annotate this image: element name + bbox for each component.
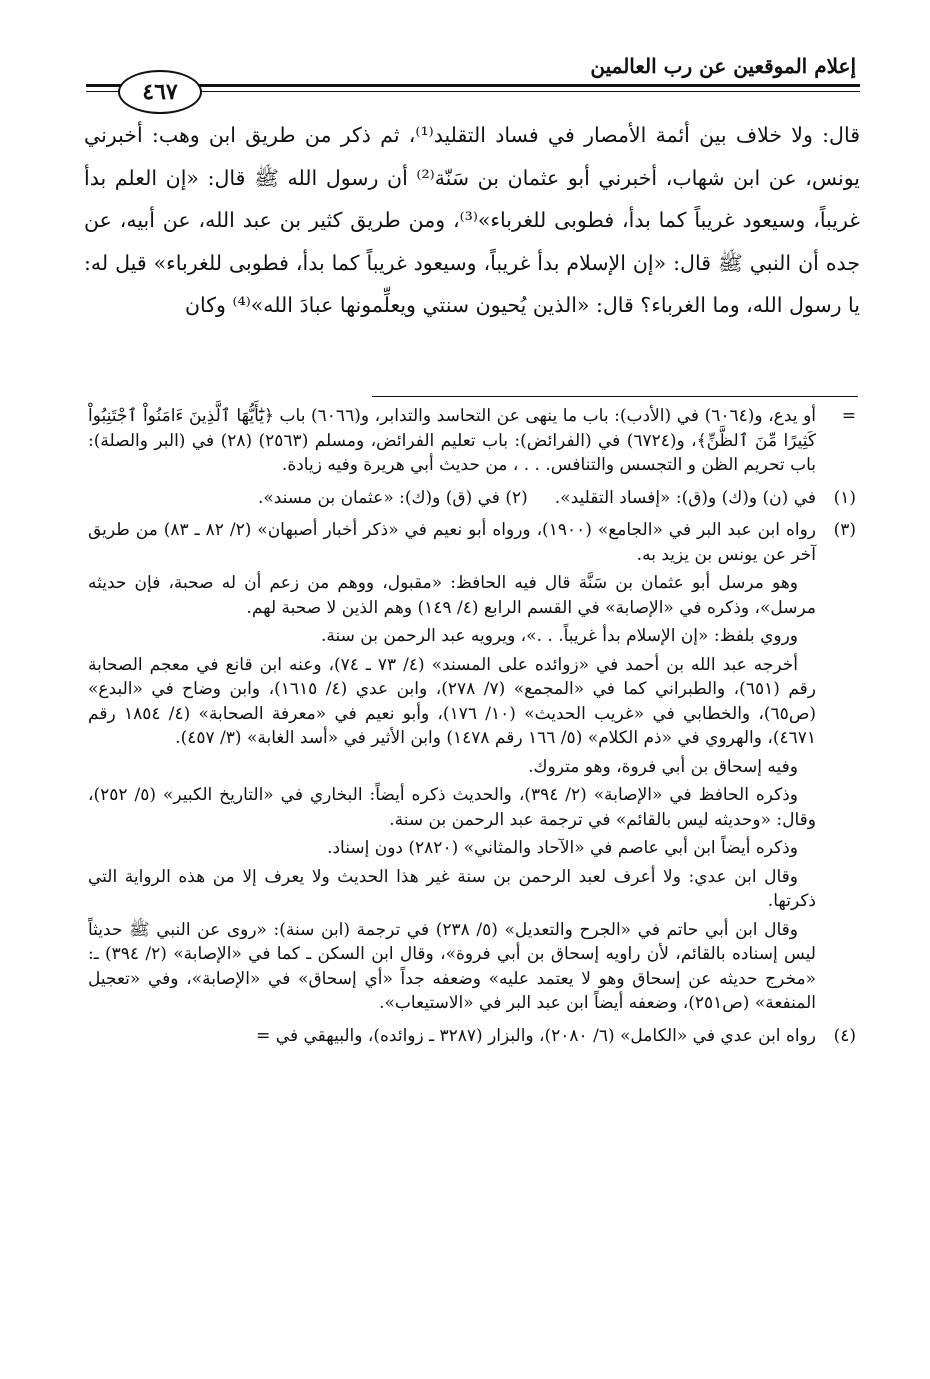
footnote-3-paragraph: رواه ابن عبد البر في «الجامع» (١٩٠٠)، ورواه أبو نعيم في «ذكر أخبار أصبهان» (٢/ ٨٢ ـ ٨٣) من طريق آخر عن يونس بن يزيد به. [88, 520, 816, 565]
footnote-3-paragraph: وذكره الحافظ في «الإصابة» (٢/ ٣٩٤)، والحديث ذكره أيضاً: البخاري في «التاريخ الكبير» (٥/ ٢٥٢)، وقال: «وحديثه ليس بالقائم» في ترجمة عبد الرحمن بن سنة. [88, 785, 816, 830]
footnote-marker: (٣) [833, 520, 856, 540]
main-paragraph: قال: ولا خلاف بين أئمة الأمصار في فساد التقليد⁽¹⁾، ثم ذكر من طريق ابن وهب: أخبرني يونس، عن ابن شهاب، أخبرني أبو عثمان بن سَنّة⁽²⁾ أن رسول الله ﷺ قال: «إن العلم بدأ غريباً، وسيعود غريباً كما بدأ، فطوبى للغرباء»⁽³⁾، ومن طريق كثير بن عبد الله، عن أبيه، عن جده أن النبي ﷺ قال: «إن الإسلام بدأ غريباً، وسيعود غريباً كما بدأ، فطوبى للغرباء» قيل له: يا رسول الله، وما الغرباء؟ قال: «الذين يُحيون سنتي ويعلِّمونها عبادَ الله»⁽⁴⁾ وكان [84, 123, 860, 317]
header-rule-thin [86, 91, 860, 92]
footnote-marker: (١) [833, 487, 856, 508]
footnote-1-text: في (ن) و(ك) و(ق): «إفساد التقليد». [554, 487, 816, 508]
footnote-4-text: رواه ابن عدي في «الكامل» (٦/ ٢٠٨٠)، والبزار (٣٢٨٧ ـ زوائده)، والبيهقي في = [256, 1025, 816, 1046]
page-number-badge: ٤٦٧ [118, 70, 202, 114]
footnote-1-2 [88, 486, 860, 515]
footnote-3-paragraph: وروي بلفظ: «إن الإسلام بدأ غريباً. . .»، ويرويه عبد الرحمن بن سنة. [320, 626, 798, 646]
footnote-continuation [88, 404, 860, 482]
running-header-title: إعلام الموقعين عن رب العالمين [590, 54, 856, 78]
footnote-4 [88, 1024, 860, 1053]
footnote-3-paragraph: أخرجه عبد الله بن أحمد في «زوائده على المسند» (٤/ ٧٣ ـ ٧٤)، وعنه ابن قانع في معجم الصحابة رقم (٦٥١)، والطبراني كما في «المجمع» (٧/ ٢٧٨)، وابن عدي (٤/ ١٦١٥)، وابن وضاح في «البدع» (ص٦٥)، والخطابي في «غريب الحديث» (١٠/ ١٧٦)، وأبو نعيم في «معرفة الصحابة» (٤/ ١٨٥٤ رقم ٤٦٧١)، والهروي في «ذم الكلام» (٥/ ١٦٦ رقم ١٤٧٨) وابن الأثير في «أسد الغابة» (٣/ ٤٥٧). [88, 654, 816, 748]
footnote-3-paragraph: وفيه إسحاق بن أبي فروة، وهو متروك. [528, 756, 798, 777]
footnotes [88, 404, 860, 1056]
footnote-3-paragraph: وقال ابن عدي: ولا أعرف لعبد الرحمن بن سنة غير هذا الحديث ولا يعرف إلا من هذه الرواية التي ذكرتها. [88, 866, 816, 911]
footnote-3 [88, 518, 860, 1020]
footnote-text: أو يدع، و(٦٠٦٤) في (الأدب): باب ما ينهى عن التحاسد والتدابر، و(٦٠٦٦) باب ﴿يَٰٓأَيُّهَا ٱلَّذِينَ ءَامَنُواْ ٱجْتَنِبُواْ كَثِيرًا مِّنَ ٱلظَّنِّ﴾، و(٦٧٢٤) في (الفرائض): باب تعليم الفرائض، ومسلم (٢٥٦٣) (٢٨) في (البر والصلة): باب تحريم الظن و التجسس والتنافس. . . ، من حديث أبي هريرة وفيه زيادة. [88, 406, 816, 475]
footnote-marker: = [841, 406, 856, 426]
footnote-3-paragraph: وذكره أيضاً ابن أبي عاصم في «الآحاد والمثاني» (٢٨٢٠) دون إسناد. [327, 838, 798, 858]
footnote-3-paragraph: وقال ابن أبي حاتم في «الجرح والتعديل» (٥/ ٢٣٨) في ترجمة (ابن سنة): «روى عن النبي ﷺ حديثاً ليس إسناده بالقائم، لأن راويه إسحاق بن أبي فروة»، وقال ابن السكن ـ كما في «الإصابة» (٢/ ٣٩٤) ـ: «مخرج حديثه عن إسحاق وهو لا يعتمد عليه» وضعفه جداً «أي إسحاق» في «الإصابة»، وفي «تعجيل المنفعة» (ص٢٥١)، وضعفه أيضاً ابن عبد البر في «الاستيعاب». [88, 919, 816, 1013]
header-rule-thick [86, 84, 860, 87]
footnote-marker: (٤) [833, 1025, 856, 1046]
footnote-2-text: في (ق) و(ك): «عثمان بن مسند». [257, 487, 500, 508]
main-text [84, 114, 860, 327]
footnote-separator [372, 396, 858, 397]
footnote-3-paragraph: وهو مرسل أبو عثمان بن سَنَّة قال فيه الحافظ: «مقبول، ووهم من زعم أن له صحبة، فإن حديثه مرسل»، وذكره في «الإصابة» في القسم الرابع (٤/ ١٤٩) وهم الذين لا صحبة لهم. [88, 573, 816, 618]
footnote-2-marker: (٢) [505, 487, 528, 508]
